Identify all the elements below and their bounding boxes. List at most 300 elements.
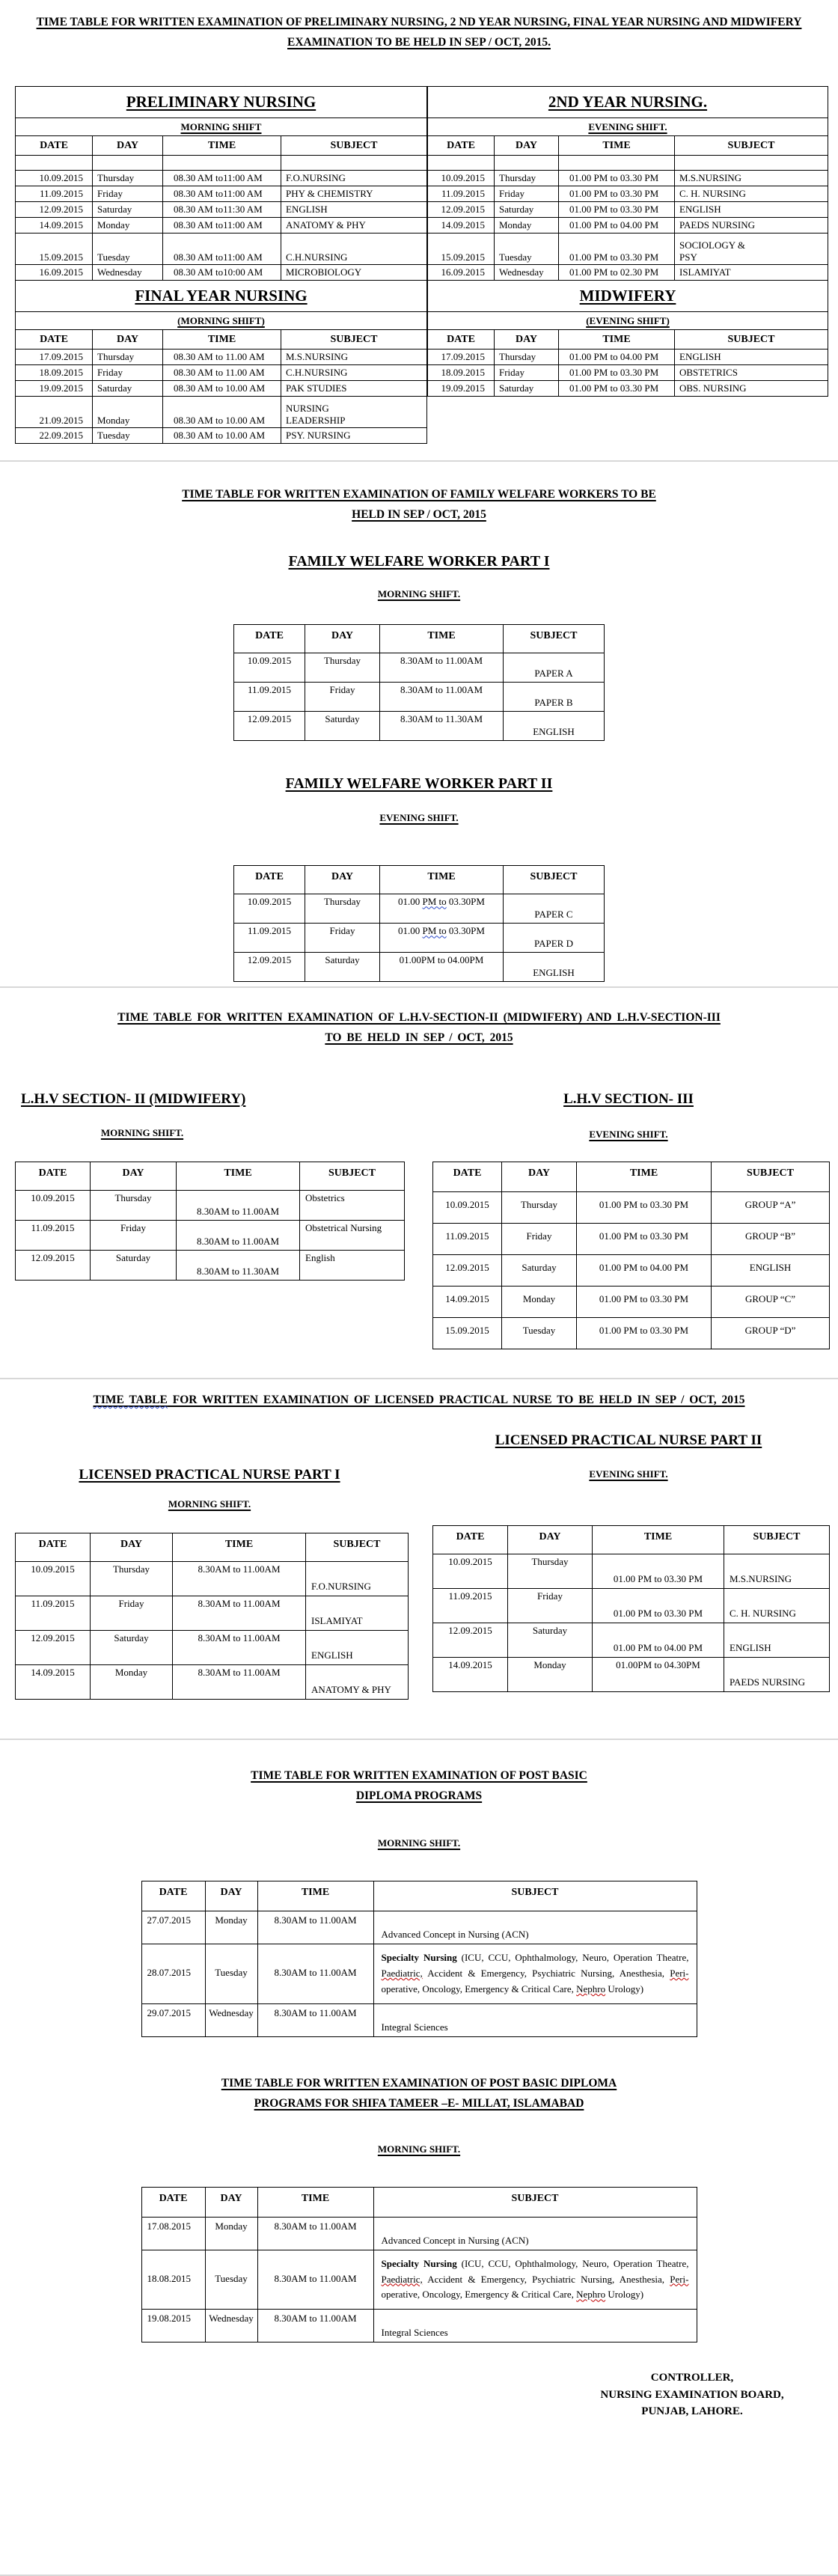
table-cell: Integral Sciences <box>373 2003 697 2036</box>
lhv-section2-body <box>16 1191 405 1281</box>
page2-heading: TIME TABLE FOR WRITTEN EXAMINATION OF FAMILY WELFARE WORKERS TO BE HELD IN SEP / OCT, 2015 <box>182 488 656 522</box>
table-cell: 8.30AM to 11.00AM <box>173 1596 306 1631</box>
table-cell: Monday <box>502 1287 577 1318</box>
table-cell: 01.00 PM to 02.30 PM <box>559 265 675 281</box>
table-cell <box>495 156 559 171</box>
table-cell: 8.30AM to 11.00AM <box>257 2217 373 2250</box>
table-cell: 10.09.2015 <box>16 171 93 186</box>
table-cell: 17.08.2015 <box>141 2217 205 2250</box>
table-cell: 8.30AM to 11.30AM <box>380 712 504 741</box>
table-cell: ENGLISH <box>281 202 427 218</box>
section-shift-row <box>428 118 828 136</box>
table-row <box>16 1221 405 1251</box>
col-header-time: TIME <box>173 1533 306 1562</box>
table-row <box>428 365 828 381</box>
col-header-subject: SUBJECT <box>281 136 427 156</box>
table-cell: 10.09.2015 <box>234 653 305 683</box>
table-cell: C.H.NURSING <box>281 365 427 381</box>
table-cell: Thursday <box>508 1554 593 1589</box>
table-row <box>433 1287 830 1318</box>
table-cell: 01.00 PM to 03.30 PM <box>559 381 675 397</box>
fww-part2-table <box>233 865 605 982</box>
table-cell: Saturday <box>93 202 163 218</box>
table-row <box>234 953 605 982</box>
table-cell: 18.09.2015 <box>428 365 495 381</box>
col-header-date: DATE <box>16 330 93 350</box>
signature-line-controller: CONTROLLER, <box>650 2372 734 2384</box>
table-cell: 01.00 PM to 03.30 PM <box>577 1224 712 1255</box>
table-cell: 01.00 PM to 04.00 PM <box>593 1623 724 1658</box>
table-cell: 16.09.2015 <box>16 265 93 281</box>
page3-heading: TIME TABLE FOR WRITTEN EXAMINATION OF L.H.V-SECTION-II (MIDWIFERY) AND L.H.V-SECTION-III TO BE HELD IN SEP / OCT, 2015 <box>117 1011 721 1045</box>
col-header-subject: SUBJECT <box>504 625 605 653</box>
table-cell: 8.30AM to 11.00AM <box>257 2310 373 2342</box>
table-cell: Tuesday <box>205 2250 257 2309</box>
col-header-day: DAY <box>93 136 163 156</box>
table-row <box>141 1911 697 1944</box>
table-cell: Saturday <box>93 381 163 397</box>
table-cell: 8.30AM to 11.00AM <box>257 1944 373 2003</box>
table-cell: 8.30AM to 11.00AM <box>257 2003 373 2036</box>
table-header-row <box>428 330 828 350</box>
col-header-subject: SUBJECT <box>724 1526 830 1554</box>
lhv3-title: L.H.V SECTION- III <box>563 1091 694 1108</box>
table-cell: PAPER D <box>504 924 605 953</box>
table-cell <box>281 156 427 171</box>
col-header-subject: SUBJECT <box>281 330 427 350</box>
col-header-day: DAY <box>91 1533 173 1562</box>
lhv2-shift: MORNING SHIFT. <box>100 1127 184 1139</box>
table-cell: 28.07.2015 <box>141 1944 205 2003</box>
table-cell: 10.09.2015 <box>433 1192 502 1224</box>
table-row <box>433 1224 830 1255</box>
table-cell: SOCIOLOGY & PSY <box>675 234 828 265</box>
table-row <box>16 350 427 365</box>
table-cell: Thursday <box>93 350 163 365</box>
table-cell: Thursday <box>91 1562 173 1596</box>
table-header-row <box>433 1526 830 1554</box>
table-cell: PAPER B <box>504 683 605 712</box>
table-row <box>141 2217 697 2250</box>
table-header-row <box>234 866 605 894</box>
table-cell: 8.30AM to 11.00AM <box>257 1911 373 1944</box>
table-cell: 8.30AM to 11.30AM <box>177 1251 300 1281</box>
section-title-row <box>16 87 427 118</box>
table-row <box>16 381 427 397</box>
table-cell: 11.09.2015 <box>16 1596 91 1631</box>
table-header-row <box>234 625 605 653</box>
table-cell: 27.07.2015 <box>141 1911 205 1944</box>
table-cell: Thursday <box>495 350 559 365</box>
table-cell: C.H.NURSING <box>281 234 427 265</box>
table-cell: 11.09.2015 <box>16 1221 91 1251</box>
shifa-body <box>141 2217 697 2342</box>
table-cell: Monday <box>495 218 559 234</box>
col-header-date: DATE <box>141 1881 205 1911</box>
table-cell: GROUP “C” <box>712 1287 830 1318</box>
table-cell: 15.09.2015 <box>433 1318 502 1349</box>
lpn-part2-table <box>432 1525 830 1692</box>
col-header-time: TIME <box>163 330 281 350</box>
col-header-time: TIME <box>577 1162 712 1192</box>
col-header-subject: SUBJECT <box>712 1162 830 1192</box>
table-cell: 08.30 AM to11:00 AM <box>163 234 281 265</box>
table-cell: 11.09.2015 <box>433 1224 502 1255</box>
table-cell: 08.30 AM to 10.00 AM <box>163 381 281 397</box>
table-cell: ENGLISH <box>306 1631 409 1665</box>
table-cell: 14.09.2015 <box>16 218 93 234</box>
table-cell: 12.09.2015 <box>428 202 495 218</box>
table-cell: Saturday <box>495 381 559 397</box>
table-cell: 01.00 PM to 03.30 PM <box>593 1554 724 1589</box>
table-cell: Wednesday <box>205 2003 257 2036</box>
col-header-time: TIME <box>559 330 675 350</box>
col-header-time: TIME <box>559 136 675 156</box>
table-cell: Tuesday <box>93 428 163 444</box>
table-row <box>234 924 605 953</box>
col-header-day: DAY <box>305 866 380 894</box>
table-cell: Saturday <box>305 712 380 741</box>
col-header-day: DAY <box>91 1162 177 1191</box>
table-cell: ENGLISH <box>675 202 828 218</box>
table-cell: 8.30AM to 11.00AM <box>173 1631 306 1665</box>
table-cell: 10.09.2015 <box>16 1191 91 1221</box>
table-row <box>141 2310 697 2342</box>
table-row <box>234 712 605 741</box>
col-header-day: DAY <box>508 1526 593 1554</box>
second-year-shift-label: EVENING SHIFT. <box>588 120 667 132</box>
lhv-section2-table <box>15 1162 405 1281</box>
midwifery-table-body <box>428 350 828 397</box>
page4-heading <box>13 1390 825 1410</box>
col-header-time: TIME <box>177 1162 300 1191</box>
table-cell: Tuesday <box>495 234 559 265</box>
table-cell: 17.09.2015 <box>428 350 495 365</box>
table-row <box>16 202 427 218</box>
table-cell: Wednesday <box>205 2310 257 2342</box>
preliminary-table-body <box>16 156 427 281</box>
text-segment: operative, Oncology, Emergency & Critical Care, <box>381 1983 577 1994</box>
section-title-row <box>428 87 828 118</box>
table-header-row <box>16 330 427 350</box>
table-cell: 11.09.2015 <box>433 1589 508 1623</box>
text-segment: operative, Oncology, Emergency & Critical Care, <box>381 2289 577 2301</box>
section-title-row <box>428 281 828 312</box>
table-cell: Monday <box>508 1658 593 1692</box>
col-header-date: DATE <box>141 2187 205 2217</box>
midwifery-shift-label: (EVENING SHIFT) <box>586 314 670 326</box>
table-cell <box>380 924 504 953</box>
table-row <box>16 1562 409 1596</box>
col-header-time: TIME <box>593 1526 724 1554</box>
table-cell: 01.00 PM to 04.00 PM <box>559 350 675 365</box>
text-segment: 03.30PM <box>446 896 485 908</box>
table-row <box>428 234 828 265</box>
lhv2-column <box>0 1091 419 1349</box>
table-cell: NURSING LEADERSHIP <box>281 397 427 428</box>
table-cell: ENGLISH <box>724 1623 830 1658</box>
table-row <box>433 1658 830 1692</box>
table-header-row <box>428 136 828 156</box>
table-cell: Saturday <box>91 1251 177 1281</box>
table-cell: 08.30 AM to 11.00 AM <box>163 365 281 381</box>
table-cell: 22.09.2015 <box>16 428 93 444</box>
table-cell: M.S.NURSING <box>724 1554 830 1589</box>
table-row <box>16 218 427 234</box>
table-cell: Friday <box>305 924 380 953</box>
table-cell: 12.09.2015 <box>433 1623 508 1658</box>
table-cell: Tuesday <box>205 1944 257 2003</box>
table-row <box>234 894 605 924</box>
col-header-time: TIME <box>257 2187 373 2217</box>
fww-part1-shift: MORNING SHIFT. <box>377 588 461 600</box>
table-cell: MICROBIOLOGY <box>281 265 427 281</box>
col-header-date: DATE <box>433 1526 508 1554</box>
table-row <box>428 265 828 281</box>
lpn-part1-table <box>15 1533 409 1700</box>
table-cell: 10.09.2015 <box>433 1554 508 1589</box>
table-header-row <box>16 1533 409 1562</box>
table-row <box>234 683 605 712</box>
text-segment: Accident & Emergency, Psychiatric Nursing, Anesthesia, <box>422 1968 670 1980</box>
table-cell: 12.09.2015 <box>16 1251 91 1281</box>
table-cell: 21.09.2015 <box>16 397 93 428</box>
table-cell: Tuesday <box>93 234 163 265</box>
col-header-date: DATE <box>433 1162 502 1192</box>
table-cell: PAEDS NURSING <box>724 1658 830 1692</box>
table-header-row <box>16 1162 405 1191</box>
table-cell: 11.09.2015 <box>234 683 305 712</box>
table-cell: Monday <box>205 1911 257 1944</box>
table-cell: 18.09.2015 <box>16 365 93 381</box>
second-year-table-body <box>428 156 828 281</box>
lhv-section3-body <box>433 1192 830 1349</box>
lhv3-column <box>419 1091 838 1349</box>
text-segment: (ICU, CCU, Ophthalmology, Neuro, Operation Theatre, <box>456 2257 689 2269</box>
table-cell: 08.30 AM to11:00 AM <box>163 171 281 186</box>
table-cell: Friday <box>495 186 559 202</box>
table-cell: GROUP “B” <box>712 1224 830 1255</box>
text-segment: Accident & Emergency, Psychiatric Nursing, Anesthesia, <box>422 2273 670 2285</box>
table-cell: 14.09.2015 <box>428 218 495 234</box>
lpn-part1-shift: MORNING SHIFT. <box>168 1498 251 1510</box>
table-header-row <box>433 1162 830 1192</box>
col-header-time: TIME <box>257 1881 373 1911</box>
table-cell: Obstetrics <box>300 1191 405 1221</box>
table-cell: 01.00 PM to 03.30 PM <box>577 1192 712 1224</box>
col-header-day: DAY <box>495 136 559 156</box>
fww-part1-body <box>234 653 605 741</box>
table-row <box>433 1318 830 1349</box>
col-header-date: DATE <box>428 136 495 156</box>
table-cell: M.S.NURSING <box>281 350 427 365</box>
table-cell: Wednesday <box>93 265 163 281</box>
table-row <box>16 265 427 281</box>
table-cell: 01.00 PM to 03.30 PM <box>559 171 675 186</box>
table-row <box>141 1944 697 2003</box>
table-cell: 14.09.2015 <box>16 1665 91 1700</box>
table-row <box>16 1665 409 1700</box>
table-cell: 01.00 PM to 03.30 PM <box>593 1589 724 1623</box>
table-cell: 01.00 PM to 03.30 PM <box>559 365 675 381</box>
table-cell: Saturday <box>91 1631 173 1665</box>
table-cell: 16.09.2015 <box>428 265 495 281</box>
second-year-nursing-title: 2ND YEAR NURSING. <box>548 93 708 112</box>
page-2 <box>0 462 838 988</box>
preliminary-nursing-title: PRELIMINARY NURSING <box>126 93 316 112</box>
table-cell: Thursday <box>502 1192 577 1224</box>
table-cell: 12.09.2015 <box>234 953 305 982</box>
table-cell: Saturday <box>495 202 559 218</box>
table-cell <box>93 156 163 171</box>
col-header-day: DAY <box>495 330 559 350</box>
text-segment: Urology) <box>605 2289 644 2301</box>
table-cell <box>373 1944 697 2003</box>
col-header-date: DATE <box>16 1533 91 1562</box>
shifa-table <box>141 2187 697 2342</box>
section-shift-row <box>16 118 427 136</box>
section-shift-row <box>428 312 828 330</box>
table-cell: ENGLISH <box>504 712 605 741</box>
col-header-date: DATE <box>428 330 495 350</box>
lhv-section3-table <box>432 1162 830 1349</box>
table-cell: 10.09.2015 <box>428 171 495 186</box>
page-1 <box>0 0 838 462</box>
table-cell: 11.09.2015 <box>234 924 305 953</box>
table-row <box>433 1192 830 1224</box>
table-row <box>16 156 427 171</box>
table-row <box>433 1589 830 1623</box>
table-cell: Monday <box>93 397 163 428</box>
text-segment: Paediatric, <box>381 1968 423 1980</box>
heading-rest-segment: FOR WRITTEN EXAMINATION OF LICENSED PRACTICAL NURSE TO BE HELD IN SEP / OCT, 2015 <box>167 1394 745 1406</box>
col-header-date: DATE <box>16 136 93 156</box>
col-header-subject: SUBJECT <box>306 1533 409 1562</box>
table-cell: ANATOMY & PHY <box>281 218 427 234</box>
final-year-table-body <box>16 350 427 444</box>
shifa-heading: TIME TABLE FOR WRITTEN EXAMINATION OF POST BASIC DIPLOMA PROGRAMS FOR SHIFA TAMEER –E- MILLAT, ISLAMABAD <box>221 2076 617 2110</box>
lhv3-shift: EVENING SHIFT. <box>589 1129 668 1141</box>
post-basic-body <box>141 1911 697 2036</box>
page-4 <box>0 1379 838 1740</box>
table-row <box>16 234 427 265</box>
table-cell: Friday <box>502 1224 577 1255</box>
table-cell: Saturday <box>508 1623 593 1658</box>
table-cell: 8.30AM to 11.00AM <box>380 683 504 712</box>
table-cell: GROUP “D” <box>712 1318 830 1349</box>
table-cell: Thursday <box>495 171 559 186</box>
post-basic-table <box>141 1881 697 2036</box>
table-cell: 01.00 PM to 03.30 PM <box>559 234 675 265</box>
signature-line-city: PUNJAB, LAHORE. <box>641 2405 743 2418</box>
table-cell: F.O.NURSING <box>281 171 427 186</box>
table-row <box>428 171 828 186</box>
table-cell: 01.00 PM to 03.30 PM <box>577 1287 712 1318</box>
table-cell: Wednesday <box>495 265 559 281</box>
table-row <box>428 186 828 202</box>
heading-wavy-segment: TIME TABLE <box>93 1394 168 1406</box>
signature-block <box>576 2369 808 2420</box>
table-header-row <box>141 1881 697 1911</box>
text-segment: Paediatric, <box>381 2273 423 2285</box>
table-cell: PSY. NURSING <box>281 428 427 444</box>
table-cell: PHY & CHEMISTRY <box>281 186 427 202</box>
table-row <box>428 156 828 171</box>
text-segment: (ICU, CCU, Ophthalmology, Neuro, Operation Theatre, <box>456 1952 689 1964</box>
lpn2-column <box>419 1410 838 1700</box>
col-header-subject: SUBJECT <box>504 866 605 894</box>
table-cell: 11.09.2015 <box>428 186 495 202</box>
col-header-date: DATE <box>16 1162 91 1191</box>
table-row <box>141 2003 697 2036</box>
table-row <box>234 653 605 683</box>
table-cell: 01.00PM to 04.30PM <box>593 1658 724 1692</box>
table-cell: OBSTETRICS <box>675 365 828 381</box>
preliminary-and-final-year-table <box>15 86 427 444</box>
table-cell: Saturday <box>502 1255 577 1287</box>
table-cell: 08.30 AM to10:00 AM <box>163 265 281 281</box>
page-5 <box>0 1740 838 2576</box>
table-cell: OBS. NURSING <box>675 381 828 397</box>
table-cell: 14.09.2015 <box>433 1287 502 1318</box>
text-segment: PM to <box>422 896 447 908</box>
table-cell: 19.09.2015 <box>16 381 93 397</box>
table-cell <box>428 156 495 171</box>
table-cell: 15.09.2015 <box>16 234 93 265</box>
table-cell: GROUP “A” <box>712 1192 830 1224</box>
table-cell: 8.30AM to 11.00AM <box>173 1665 306 1700</box>
fww-part2-body <box>234 894 605 982</box>
table-row <box>16 1251 405 1281</box>
table-cell: Friday <box>305 683 380 712</box>
table-cell: 8.30AM to 11.00AM <box>177 1191 300 1221</box>
shifa-shift: MORNING SHIFT. <box>377 2143 461 2155</box>
text-segment: Nephro <box>576 2289 606 2301</box>
table-cell: ANATOMY & PHY <box>306 1665 409 1700</box>
table-cell: 08.30 AM to11:00 AM <box>163 186 281 202</box>
table-cell: 18.08.2015 <box>141 2250 205 2309</box>
col-header-day: DAY <box>205 2187 257 2217</box>
table-cell: C. H. NURSING <box>675 186 828 202</box>
text-segment: Peri- <box>670 1968 689 1980</box>
text-segment: Urology) <box>605 1983 644 1994</box>
table-cell: Monday <box>91 1665 173 1700</box>
table-row <box>433 1554 830 1589</box>
table-row <box>428 381 828 397</box>
table-cell: 01.00 PM to 04.00 PM <box>577 1255 712 1287</box>
table-header-row <box>141 2187 697 2217</box>
fww-part2-shift: EVENING SHIFT. <box>379 812 459 824</box>
col-header-day: DAY <box>93 330 163 350</box>
table-cell: 08.30 AM to11:00 AM <box>163 218 281 234</box>
table-cell: Friday <box>508 1589 593 1623</box>
midwifery-title: MIDWIFERY <box>579 287 676 305</box>
table-row <box>16 171 427 186</box>
col-header-subject: SUBJECT <box>675 330 828 350</box>
table-cell <box>380 894 504 924</box>
table-cell: Tuesday <box>502 1318 577 1349</box>
table-cell: 11.09.2015 <box>16 186 93 202</box>
text-segment: PM to <box>422 925 447 937</box>
table-row <box>16 397 427 428</box>
table-cell: 08.30 AM to11:30 AM <box>163 202 281 218</box>
table-cell: ENGLISH <box>712 1255 830 1287</box>
col-header-day: DAY <box>305 625 380 653</box>
table-row <box>16 186 427 202</box>
text-segment: Specialty Nursing <box>381 2257 457 2269</box>
table-cell <box>559 156 675 171</box>
table-cell: Friday <box>91 1596 173 1631</box>
